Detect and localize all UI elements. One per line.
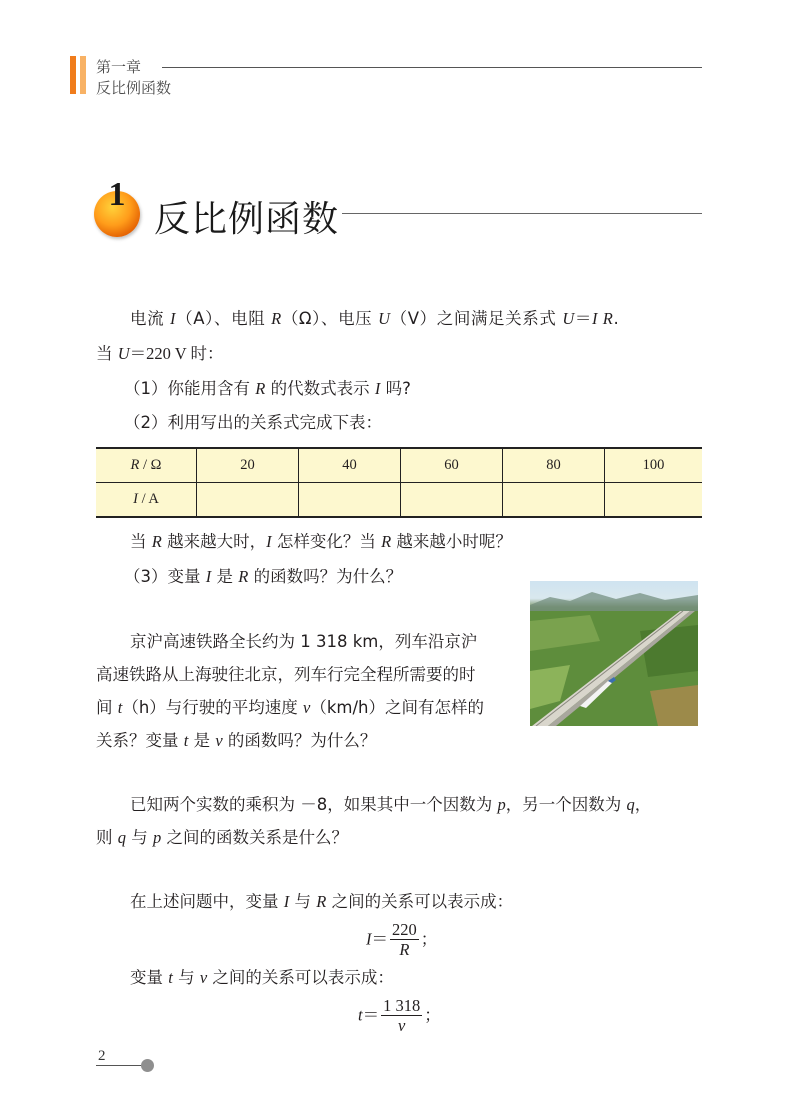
problem2-line4: 关系？变量 t 是 v 的函数吗？为什么？ — [96, 731, 377, 750]
problem1-question1: （1）你能用含有 R 的代数式表示 I 吗? — [124, 379, 411, 398]
header-accent-bar-light — [80, 56, 86, 94]
table-cell: 100 — [605, 448, 703, 483]
table-cell-blank — [605, 483, 703, 518]
header-rule — [162, 67, 702, 68]
problem1-question3: （3）变量 I 是 R 的函数吗？为什么？ — [124, 567, 403, 586]
table-cell-blank — [299, 483, 401, 518]
problem1-line1: 电流 I（A）、电阻 R（Ω）、电压 U（V）之间满足关系式 U＝I R. — [130, 309, 620, 328]
table-cell-blank — [401, 483, 503, 518]
table-cell: 80 — [503, 448, 605, 483]
table-header-cell: I / A — [96, 483, 197, 518]
section-title-rule — [342, 213, 702, 214]
table-cell-blank — [503, 483, 605, 518]
problem3-line2: 则 q 与 p 之间的函数关系是什么？ — [96, 828, 348, 847]
problem3-line1: 已知两个实数的乘积为 －8，如果其中一个因数为 p，另一个因数为 q， — [130, 795, 652, 814]
table-header-cell: R / Ω — [96, 448, 197, 483]
table-cell-blank — [197, 483, 299, 518]
problem2-line1: 京沪高速铁路全长约为 1 318 km，列车沿京沪 — [130, 632, 478, 651]
table-cell: 40 — [299, 448, 401, 483]
summary-line1: 在上述问题中，变量 I 与 R 之间的关系可以表示成： — [130, 892, 514, 911]
formula-current: I＝ $\frac{220}{R}$ ； — [366, 920, 438, 960]
formula-time: t＝ $\frac{1 318}{v}$ ； — [358, 996, 441, 1036]
section-title: 反比例函数 — [154, 199, 340, 240]
problem2-line2: 高速铁路从上海驶往北京，列车行完全程所需要的时 — [96, 665, 476, 684]
table-cell: 20 — [197, 448, 299, 483]
footer-rule — [96, 1065, 146, 1066]
footer-dot-icon — [141, 1059, 154, 1072]
resistance-current-table — [96, 447, 702, 518]
rail-illustration-icon — [530, 581, 698, 726]
header-chapter: 第一章 — [96, 58, 142, 76]
high-speed-rail-photo — [530, 581, 698, 726]
section-number: 1 — [108, 176, 126, 213]
problem1-after-table: 当 R 越来越大时，I 怎样变化？当 R 越来越小时呢？ — [130, 532, 512, 551]
problem1-line2: 当 U＝220 V 时： — [96, 344, 224, 363]
header-chapter-title: 反比例函数 — [96, 79, 172, 97]
header-accent-bar — [70, 56, 76, 94]
summary-line2: 变量 t 与 v 之间的关系可以表示成： — [130, 968, 394, 987]
fraction: $\frac{1 318}{v}$ — [383, 996, 421, 1036]
table-row — [96, 448, 702, 483]
table-cell: 60 — [401, 448, 503, 483]
page-number: 2 — [98, 1048, 106, 1064]
problem1-question2: （2）利用写出的关系式完成下表： — [124, 413, 382, 432]
problem2-line3: 间 t（h）与行驶的平均速度 v（km/h）之间有怎样的 — [96, 698, 485, 717]
fraction: $\frac{220}{R}$ — [392, 920, 417, 960]
table-row — [96, 483, 702, 518]
